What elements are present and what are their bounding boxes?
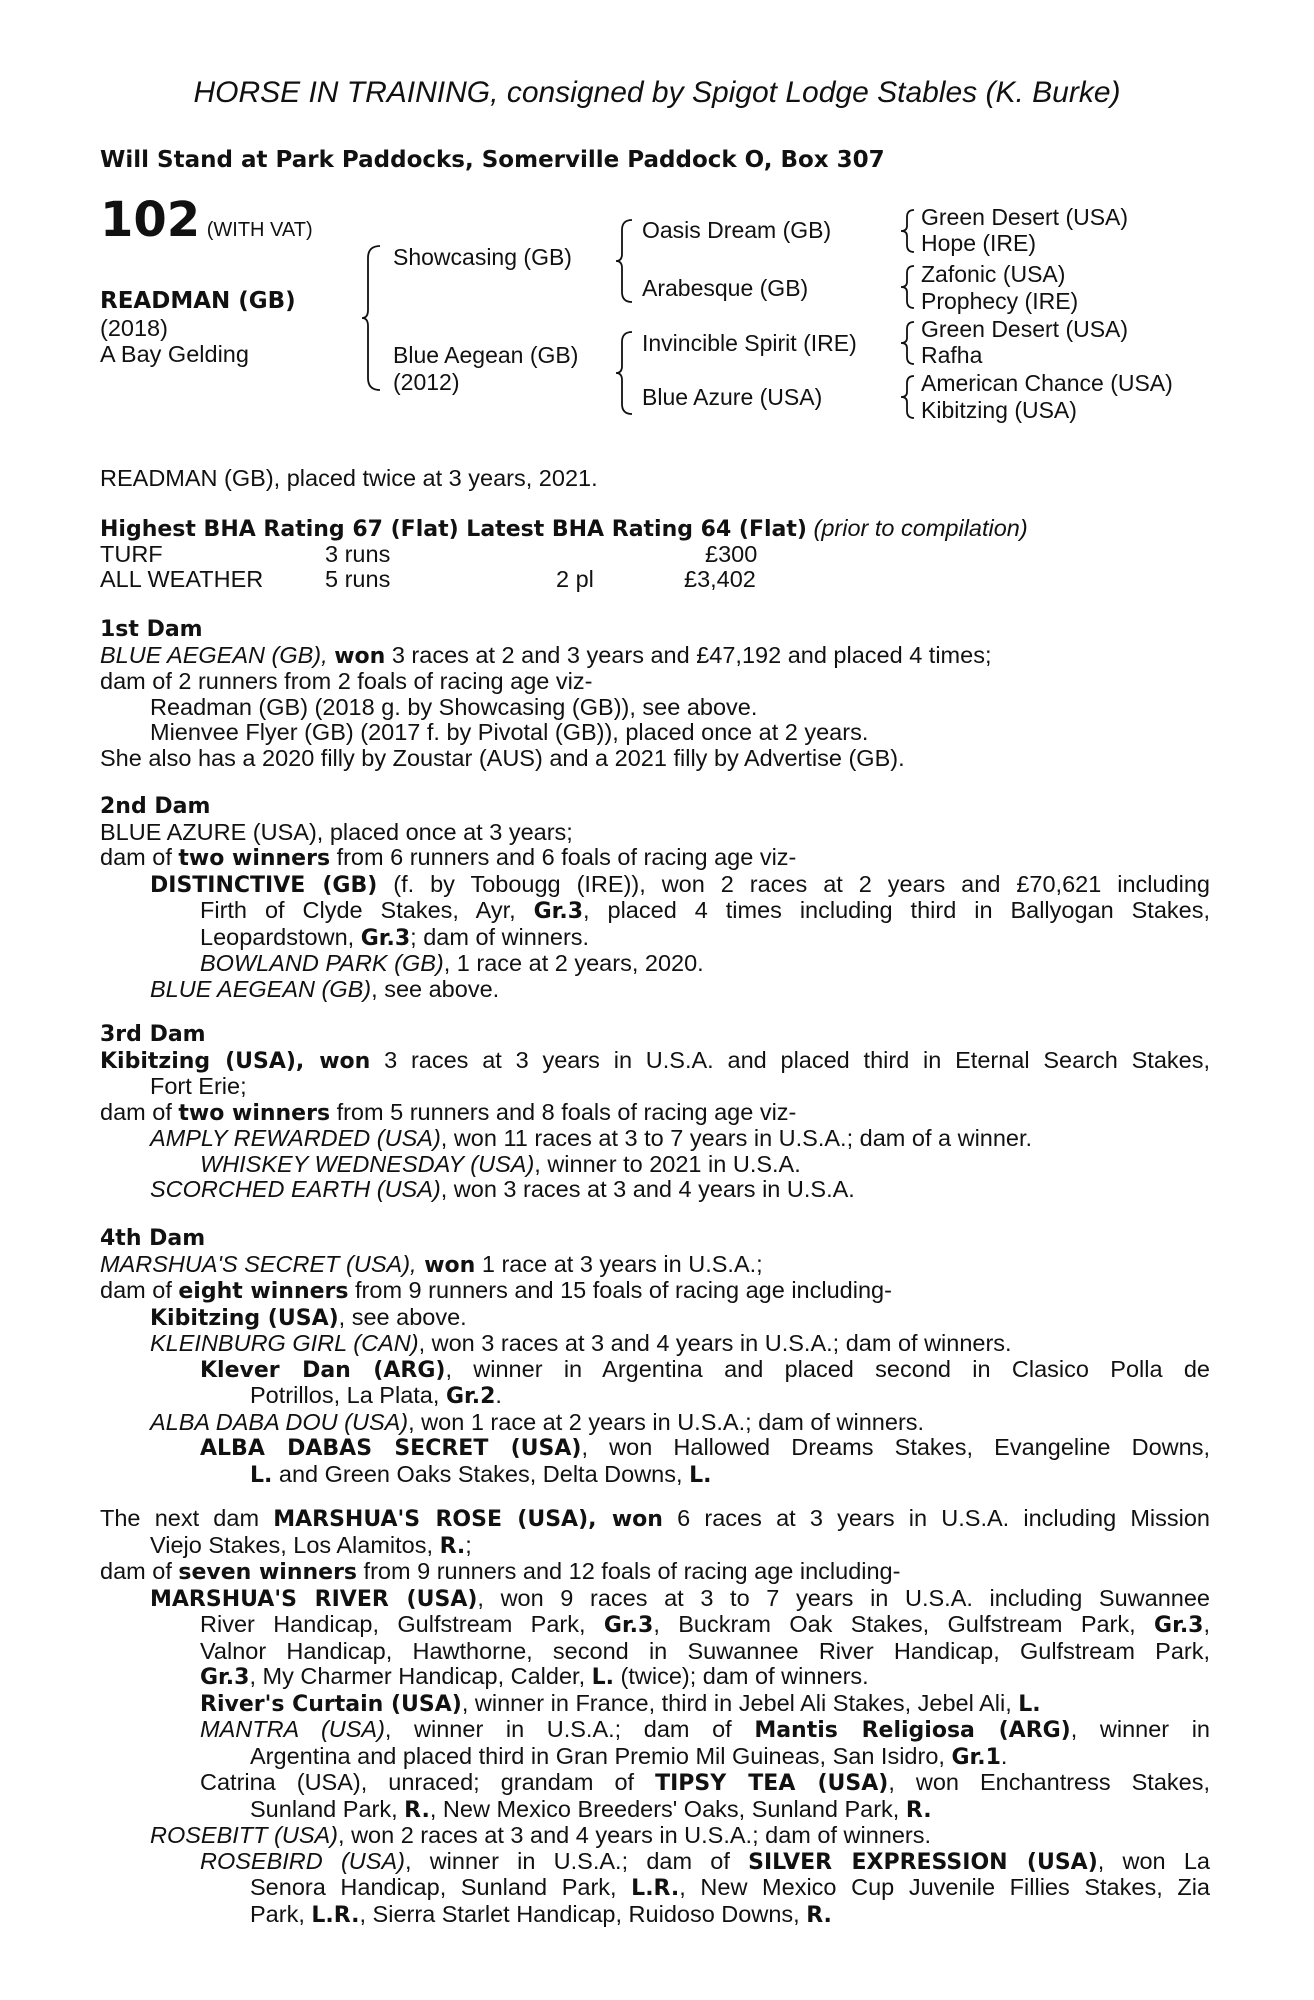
text: River Handicap, Gulfstream Park, bbox=[200, 1611, 604, 1637]
horse-name: READMAN (GB) bbox=[100, 288, 296, 314]
produce-entry: Readman (GB) (2018 g. by Showcasing (GB)), see above. bbox=[150, 693, 758, 720]
text: , won 3 races at 3 and 4 years in U.S.A.; dam of winners. bbox=[418, 1330, 1012, 1356]
text: , won Enchantress Stakes, bbox=[888, 1769, 1210, 1795]
grade: L.R. bbox=[631, 1876, 680, 1901]
pedigree-dam: Blue Aegean (GB) bbox=[393, 342, 579, 368]
text: Fort Erie; bbox=[150, 1073, 247, 1099]
pedigree-sire-sire: Oasis Dream (GB) bbox=[642, 217, 832, 243]
grade: L. bbox=[689, 1462, 712, 1488]
text: , winner in France, third in Jebel Ali Stakes, Jebel Ali, bbox=[461, 1689, 1019, 1716]
grade: Gr.3 bbox=[533, 899, 584, 924]
text: , Sierra Starlet Handicap, Ruidoso Downs, bbox=[359, 1900, 807, 1927]
produce-name: Kibitzing (USA) bbox=[150, 1305, 339, 1331]
pedigree-brace-ss bbox=[898, 208, 918, 254]
text: and Green Oaks Stakes, Delta Downs, bbox=[272, 1460, 690, 1487]
grade: L.R. bbox=[311, 1902, 360, 1928]
produce-name: KLEINBURG GIRL (CAN) bbox=[150, 1330, 419, 1356]
text: Park, bbox=[250, 1900, 312, 1927]
grade: L. bbox=[591, 1665, 615, 1690]
text: Catrina (USA), unraced; grandam of bbox=[200, 1769, 656, 1795]
text: , winner in U.S.A.; dam of bbox=[404, 1847, 749, 1874]
produce-name: SCORCHED EARTH (USA) bbox=[150, 1176, 441, 1202]
text: Argentina and placed third in Gran Premio Mil Guineas, San Isidro, bbox=[250, 1742, 952, 1769]
pedigree-dsd: Rafha bbox=[921, 342, 983, 368]
grade: Gr.3 bbox=[603, 1613, 654, 1638]
dam-record: 1 race at 3 years in U.S.A.; bbox=[475, 1250, 763, 1277]
third-dam-section bbox=[100, 1022, 1210, 1203]
pedigree-dam-sire: Invincible Spirit (IRE) bbox=[642, 330, 857, 356]
text: , My Charmer Handicap, Calder, bbox=[249, 1663, 592, 1689]
pedigree-sire-dam: Arabesque (GB) bbox=[642, 275, 809, 301]
text: (f. by Tobougg (IRE)), won 2 races at 2 years and £70,621 including bbox=[377, 870, 1210, 897]
text: Valnor Handicap, Hawthorne, second in Suwannee River Handicap, Gulfstream Park, bbox=[200, 1637, 1210, 1664]
text: , won 3 races at 3 and 4 years in U.S.A. bbox=[440, 1176, 855, 1202]
pedigree-sdd: Prophecy (IRE) bbox=[921, 288, 1079, 314]
text: , bbox=[1203, 1611, 1211, 1637]
won-label: won bbox=[334, 643, 386, 669]
vat-label: (WITH VAT) bbox=[206, 219, 313, 241]
produce-entry: Mienvee Flyer (GB) (2017 f. by Pivotal (GB)), placed once at 2 years. bbox=[150, 719, 869, 745]
pedigree-dam-dam: Blue Azure (USA) bbox=[642, 384, 823, 410]
grade: L. bbox=[250, 1462, 273, 1488]
grade: Gr.1 bbox=[951, 1744, 1001, 1770]
produce-name: ROSEBIRD (USA) bbox=[200, 1847, 405, 1874]
text: , won La bbox=[1097, 1847, 1210, 1874]
pedigree-brace-main bbox=[360, 244, 384, 392]
grade: L. bbox=[1018, 1691, 1041, 1717]
won-label: won bbox=[596, 1507, 663, 1532]
produce-name: ALBA DABAS SECRET (USA) bbox=[200, 1436, 582, 1461]
pedigree-sss: Green Desert (USA) bbox=[921, 204, 1129, 230]
text: , see above. bbox=[371, 975, 500, 1002]
record-surface: ALL WEATHER bbox=[100, 566, 264, 592]
won-label: won bbox=[416, 1252, 476, 1278]
produce-name: Mantis Religiosa (ARG) bbox=[754, 1718, 1071, 1743]
pedigree-brace-sd bbox=[898, 264, 918, 310]
text: Potrillos, La Plata, bbox=[250, 1382, 446, 1408]
text: , 1 race at 2 years, 2020. bbox=[443, 950, 704, 976]
text: Senora Handicap, Sunland Park, bbox=[250, 1874, 632, 1900]
pedigree-brace-sire bbox=[614, 218, 636, 304]
pedigree-sire: Showcasing (GB) bbox=[393, 244, 572, 270]
stand-location: Will Stand at Park Paddocks, Somerville Paddock O, Box 307 bbox=[100, 147, 885, 173]
pedigree-brace-dam bbox=[614, 330, 636, 416]
produce-name: Klever Dan (ARG) bbox=[200, 1357, 446, 1383]
dam-record: 6 races at 3 years in U.S.A. including Mission bbox=[662, 1505, 1211, 1531]
record-earnings: £300 bbox=[705, 541, 758, 567]
dam-name: Kibitzing (USA), bbox=[100, 1048, 305, 1074]
text: , winner in U.S.A.; dam of bbox=[384, 1716, 755, 1742]
record-surface: TURF bbox=[100, 541, 163, 567]
text: , placed 4 times including third in Ballyogan Stakes, bbox=[583, 897, 1211, 923]
horse-year: (2018) bbox=[100, 315, 168, 341]
text: Firth of Clyde Stakes, Ayr, bbox=[200, 897, 534, 923]
text: , won 11 races at 3 to 7 years in U.S.A.; dam of a winner. bbox=[440, 1125, 1033, 1151]
winners-count: eight winners bbox=[178, 1279, 349, 1304]
won-label: won bbox=[304, 1048, 371, 1074]
catalogue-header: HORSE IN TRAINING, consigned by Spigot Lodge Stables (K. Burke) bbox=[193, 76, 1121, 109]
produce-name: River's Curtain (USA) bbox=[200, 1691, 462, 1717]
produce-name: SILVER EXPRESSION (USA) bbox=[748, 1849, 1098, 1875]
winners-count: seven winners bbox=[178, 1560, 358, 1585]
grade: R. bbox=[905, 1797, 932, 1823]
record-earnings: £3,402 bbox=[684, 566, 756, 592]
text: dam of bbox=[100, 1277, 179, 1303]
next-dam-section bbox=[100, 1506, 1210, 1928]
grade: R. bbox=[404, 1797, 430, 1823]
text: Viejo Stakes, Los Alamitos, bbox=[150, 1531, 440, 1558]
record-runs: 5 runs bbox=[325, 566, 391, 592]
dam-name: MARSHUA'S SECRET (USA), bbox=[100, 1250, 417, 1277]
pedigree-dds: American Chance (USA) bbox=[921, 370, 1173, 396]
section-title: 3rd Dam bbox=[100, 1022, 206, 1047]
pedigree-brace-ds bbox=[898, 320, 918, 366]
produce-note: She also has a 2020 filly by Zoustar (AUS) and a 2021 filly by Advertise (GB). bbox=[100, 744, 905, 771]
second-dam-section bbox=[100, 794, 1210, 1002]
text: from 5 runners and 8 foals of racing age viz- bbox=[330, 1098, 797, 1125]
section-title: 4th Dam bbox=[100, 1226, 206, 1251]
text: , New Mexico Breeders' Oaks, Sunland Park, bbox=[429, 1795, 906, 1822]
produce-name: ALBA DABA DOU (USA) bbox=[150, 1408, 409, 1435]
winners-count: two winners bbox=[178, 846, 331, 871]
text: dam of bbox=[100, 1558, 179, 1584]
text: . bbox=[1000, 1742, 1008, 1769]
produce-name: ROSEBITT (USA) bbox=[150, 1822, 339, 1848]
text: ; dam of winners. bbox=[410, 923, 590, 950]
record-row-turf bbox=[100, 542, 800, 567]
record-runs: 3 runs bbox=[325, 541, 391, 567]
dam-name: MARSHUA'S ROSE (USA), bbox=[273, 1507, 597, 1532]
grade: R. bbox=[806, 1902, 832, 1928]
winners-count: two winners bbox=[178, 1100, 331, 1126]
ratings-line bbox=[100, 516, 1028, 543]
produce-name: AMPLY REWARDED (USA) bbox=[150, 1125, 441, 1151]
lot-number: 102 bbox=[100, 192, 201, 248]
text: , won 9 races at 3 to 7 years in U.S.A. including Suwannee bbox=[477, 1584, 1210, 1611]
text: Sunland Park, bbox=[250, 1795, 405, 1822]
text: ; bbox=[465, 1531, 472, 1558]
dam-name: BLUE AEGEAN (GB), bbox=[100, 641, 328, 668]
text: from 6 runners and 6 foals of racing age viz- bbox=[330, 844, 797, 870]
text: , winner to 2021 in U.S.A. bbox=[534, 1150, 801, 1177]
race-summary: READMAN (GB), placed twice at 3 years, 2021. bbox=[100, 465, 598, 491]
horse-description: A Bay Gelding bbox=[100, 341, 249, 367]
text: , winner in Argentina and placed second in Clasico Polla de bbox=[445, 1355, 1210, 1382]
pedigree-dam-year: (2012) bbox=[393, 369, 460, 395]
text: The next dam bbox=[100, 1505, 274, 1531]
dam-record: 3 races at 3 years in U.S.A. and placed third in Eternal Search Stakes, bbox=[370, 1046, 1211, 1073]
lot-number-row bbox=[100, 192, 313, 248]
pedigree-sds: Zafonic (USA) bbox=[921, 261, 1066, 287]
text: , New Mexico Cup Juvenile Fillies Stakes, Zia bbox=[679, 1874, 1210, 1900]
dam-record: 3 races at 2 and 3 years and £47,192 and placed 4 times; bbox=[385, 641, 992, 668]
produce-name: DISTINCTIVE (GB) bbox=[150, 872, 378, 898]
section-title: 1st Dam bbox=[100, 617, 203, 642]
produce-name: MANTRA (USA) bbox=[200, 1716, 385, 1742]
produce-name: MARSHUA'S RIVER (USA) bbox=[150, 1586, 478, 1612]
grade: R. bbox=[439, 1533, 466, 1559]
text: , won Hallowed Dreams Stakes, Evangeline Downs, bbox=[581, 1434, 1210, 1460]
grade: Gr.3 bbox=[360, 925, 411, 951]
produce-name: BOWLAND PARK (GB) bbox=[200, 950, 444, 976]
text: from 9 runners and 12 foals of racing age including- bbox=[357, 1558, 901, 1584]
ratings-bold: Highest BHA Rating 67 (Flat) Latest BHA Rating 64 (Flat) bbox=[100, 517, 807, 542]
pedigree-ssd: Hope (IRE) bbox=[921, 230, 1037, 256]
text: Leopardstown, bbox=[200, 923, 361, 950]
text: dam of bbox=[100, 1098, 179, 1125]
produce-name: WHISKEY WEDNESDAY (USA) bbox=[200, 1150, 535, 1177]
text: dam of bbox=[100, 844, 179, 870]
section-title: 2nd Dam bbox=[100, 794, 211, 819]
dam-record: BLUE AZURE (USA), placed once at 3 years; bbox=[100, 818, 573, 845]
pedigree-ddd: Kibitzing (USA) bbox=[921, 397, 1077, 423]
first-dam-section bbox=[100, 617, 1210, 771]
text: , winner in bbox=[1070, 1716, 1210, 1742]
dam-produce-intro: dam of 2 runners from 2 foals of racing age viz- bbox=[100, 668, 593, 694]
grade: Gr.2 bbox=[445, 1384, 496, 1409]
text: , Buckram Oak Stakes, Gulfstream Park, bbox=[653, 1611, 1155, 1637]
text: . bbox=[495, 1382, 502, 1408]
grade: Gr.3 bbox=[200, 1665, 250, 1690]
grade: Gr.3 bbox=[1154, 1613, 1204, 1638]
text: , won 2 races at 3 and 4 years in U.S.A.; dam of winners. bbox=[338, 1822, 932, 1848]
record-row-all-weather bbox=[100, 567, 800, 592]
produce-name: BLUE AEGEAN (GB) bbox=[150, 975, 372, 1002]
text: from 9 runners and 15 foals of racing age including- bbox=[348, 1277, 892, 1303]
pedigree-dss: Green Desert (USA) bbox=[921, 316, 1129, 342]
text: (twice); dam of winners. bbox=[614, 1663, 869, 1689]
record-placed: 2 pl bbox=[556, 566, 594, 592]
fourth-dam-section bbox=[100, 1226, 1210, 1488]
pedigree-brace-dd bbox=[898, 374, 918, 420]
ratings-note: (prior to compilation) bbox=[813, 515, 1028, 541]
produce-name: TIPSY TEA (USA) bbox=[655, 1771, 889, 1796]
record-table bbox=[100, 542, 800, 592]
text: , see above. bbox=[338, 1303, 467, 1330]
text: , won 1 race at 2 years in U.S.A.; dam of winners. bbox=[408, 1408, 925, 1435]
